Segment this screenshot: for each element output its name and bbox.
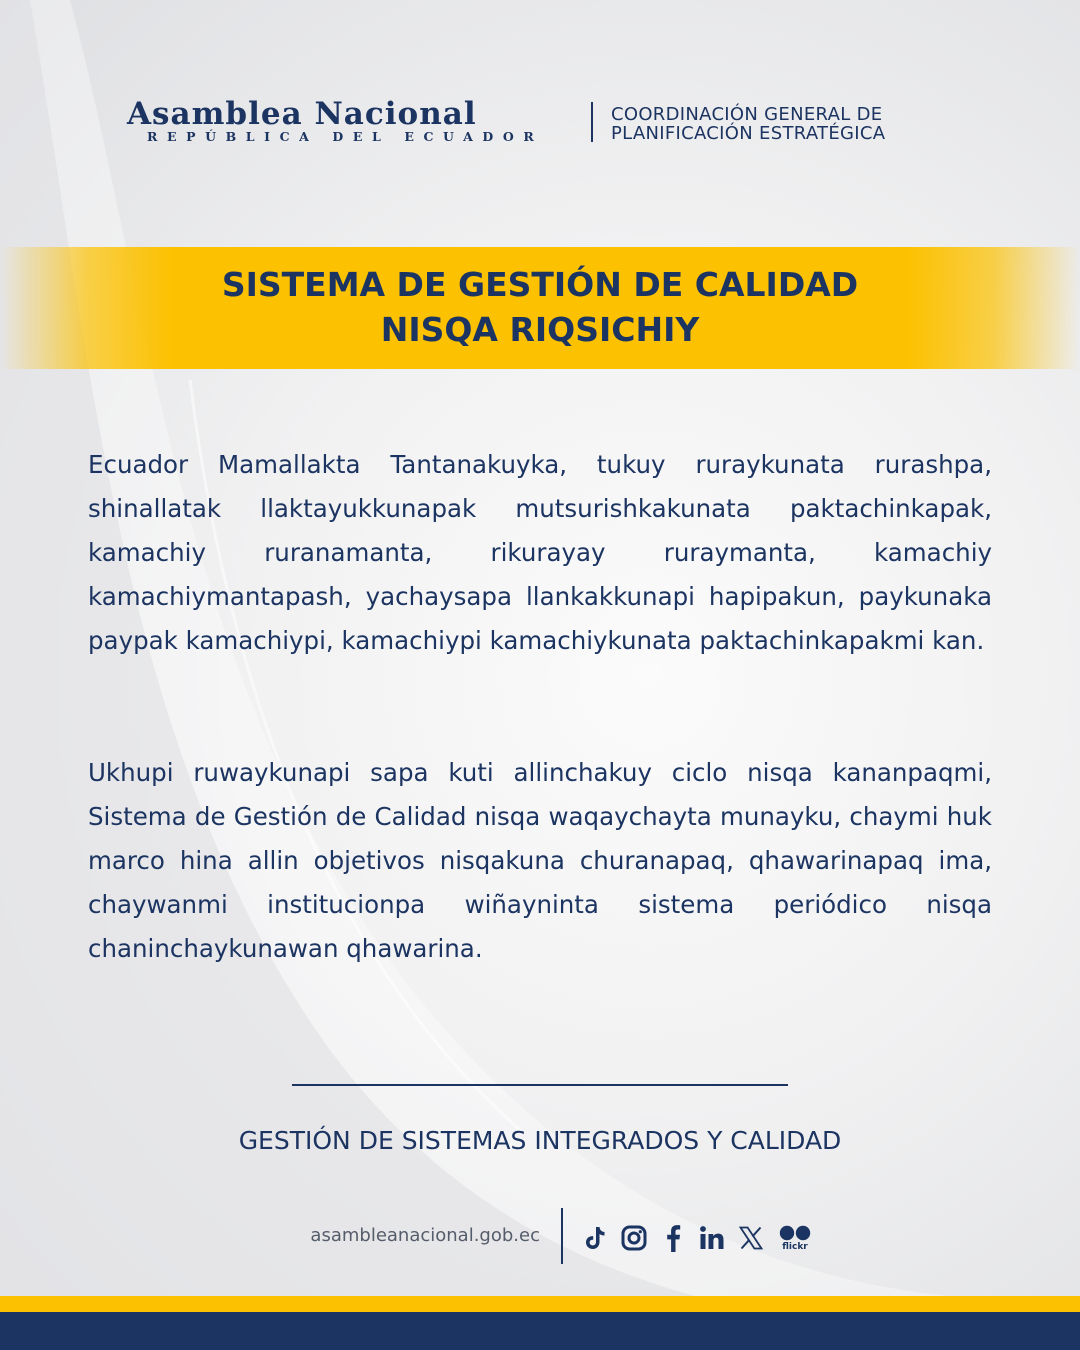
title-banner (0, 247, 1080, 369)
header (0, 96, 1080, 156)
body-paragraph-1: Ecuador Mamallakta Tantanakuyka, tukuy ruraykunata rurashpa, shinallatak llaktayukkunapak mutsurishkakunata paktachinkapak, kamachiy ruranamanta, rikurayay ruraymanta, kamachiy kamachiymantapash, yachaysapa llankakkunapi hapipakun, paykunaka paypak kamachiypi, kamachiypi kamachiykunata paktachinkapakmi kan. (88, 450, 992, 655)
brand-subtitle: REPÚBLICA DEL ECUADOR (147, 129, 544, 144)
coordination-line-2: PLANIFICACIÓN ESTRATÉGICA (611, 123, 886, 144)
bottom-navy-bar (0, 1312, 1080, 1350)
website-link[interactable]: asambleanacional.gob.ec (310, 1225, 540, 1246)
department-name: GESTIÓN DE SISTEMAS INTEGRADOS Y CALIDAD (238, 1126, 842, 1155)
x-icon[interactable] (738, 1223, 764, 1253)
facebook-icon[interactable] (660, 1223, 686, 1253)
header-divider (591, 102, 593, 142)
banner-title-line-2: NISQA RIQSICHIY (380, 310, 700, 349)
brand-name: Asamblea Nacional (127, 96, 477, 132)
social-icons (582, 1220, 813, 1256)
coordination-line-1: COORDINACIÓN GENERAL DE (611, 104, 883, 125)
flickr-icon[interactable] (777, 1223, 813, 1253)
body-paragraph-2: Ukhupi ruwaykunapi sapa kuti allinchakuy ciclo nisqa kananpaqmi, Sistema de Gestión de Calidad nisqa waqaychayta munayku, chaymi huk marco hina allin objetivos nisqakuna churanapaq, qhawarinapaq ima, chaywanmi institucionpa wiñayninta sistema periódico nisqa chaninchaykunawan qhawarina. (88, 758, 992, 963)
flickr-label: flickr (782, 1241, 808, 1252)
tiktok-icon[interactable] (582, 1223, 608, 1253)
banner-title-line-1: SISTEMA DE GESTIÓN DE CALIDAD (221, 265, 859, 304)
linkedin-icon[interactable] (699, 1223, 725, 1253)
instagram-icon[interactable] (621, 1223, 647, 1253)
footer-divider (561, 1208, 563, 1264)
bottom-gold-bar (0, 1296, 1080, 1312)
section-divider (292, 1084, 788, 1086)
